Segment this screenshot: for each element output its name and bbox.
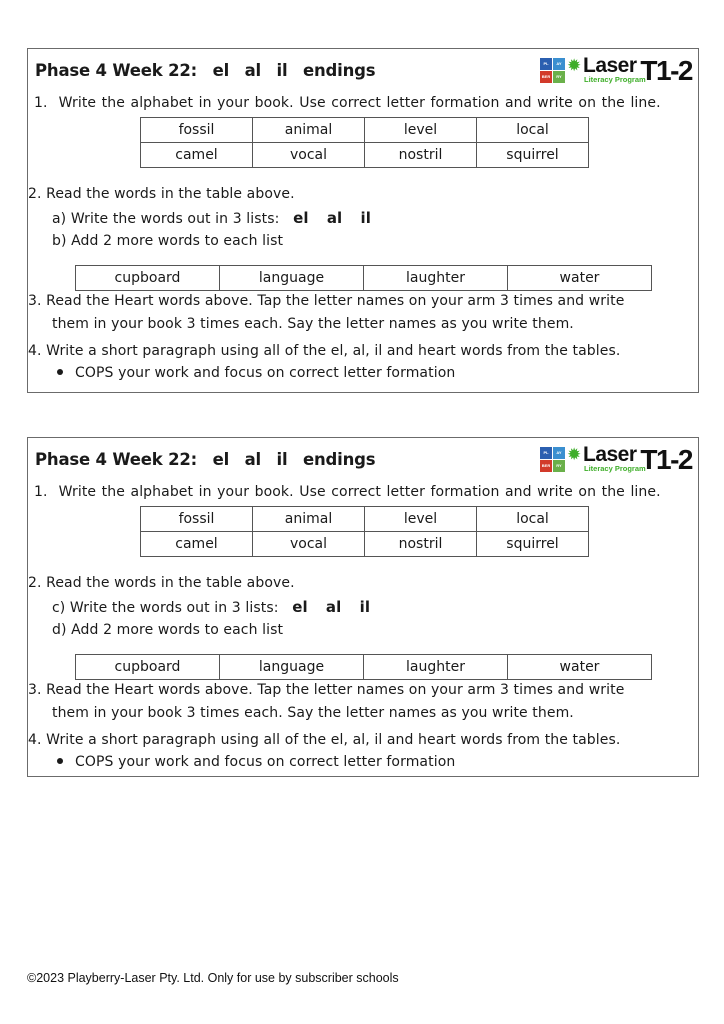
- table-cell: local: [477, 118, 589, 143]
- part-text: Write the words out in 3 lists:: [69, 600, 279, 616]
- title-ending-el: el: [212, 450, 230, 469]
- puzzle-icon: [540, 58, 566, 84]
- worksheet-card-2: [27, 437, 699, 777]
- question-number: 1.: [34, 484, 48, 500]
- puzzle-piece: RY: [553, 71, 565, 83]
- logo-brand: Laser: [583, 54, 637, 77]
- title-ending-al: al: [244, 61, 261, 80]
- table-row: [141, 507, 589, 532]
- question-number: 1.: [34, 95, 48, 111]
- question-number: 2.: [28, 186, 42, 202]
- worksheet-title: [35, 61, 375, 80]
- question-4: [28, 343, 620, 359]
- copyright-footer: ©2023 Playberry-Laser Pty. Ltd. Only for use by subscriber schools: [27, 971, 399, 985]
- puzzle-piece: AY: [553, 58, 565, 70]
- heart-word: language: [220, 266, 364, 291]
- part-label: a): [52, 211, 67, 227]
- part-text: Add 2 more words to each list: [71, 233, 284, 249]
- heart-word: language: [220, 655, 364, 680]
- bullet-text: COPS your work and focus on correct letter formation: [75, 754, 456, 770]
- part-label: d): [52, 622, 67, 638]
- laser-logo: [540, 55, 692, 87]
- logo-level: T1-2: [640, 55, 692, 86]
- question-2-part-2: [52, 233, 283, 249]
- heart-word: cupboard: [76, 655, 220, 680]
- question-3: [28, 682, 624, 698]
- bullet-icon: [57, 369, 63, 375]
- heart-word: cupboard: [76, 266, 220, 291]
- list-il: il: [360, 209, 371, 227]
- title-prefix: Phase 4 Week 22:: [35, 450, 198, 469]
- table-cell: level: [365, 118, 477, 143]
- question-text: Read the Heart words above. Tap the letter names on your arm 3 times and write: [46, 293, 625, 309]
- table-row: [141, 143, 589, 168]
- question-2-part-2: [52, 622, 283, 638]
- question-text: Read the words in the table above.: [46, 186, 295, 202]
- list-al: al: [325, 598, 342, 616]
- title-ending-il: il: [276, 61, 288, 80]
- question-3-continued: [52, 316, 574, 332]
- question-3-continued: [52, 705, 574, 721]
- table-cell: animal: [253, 118, 365, 143]
- part-label: b): [52, 233, 67, 249]
- puzzle-piece: PL: [540, 447, 552, 459]
- table-cell: nostril: [365, 143, 477, 168]
- laser-burst-icon: ✹: [567, 56, 582, 76]
- list-el: el: [292, 598, 308, 616]
- title-ending-il: il: [276, 450, 288, 469]
- word-table: [140, 506, 589, 557]
- question-4: [28, 732, 620, 748]
- part-text: Write the words out in 3 lists:: [70, 211, 280, 227]
- heart-word: laughter: [364, 266, 508, 291]
- table-row: [76, 266, 652, 291]
- laser-burst-icon: ✹: [567, 445, 582, 465]
- puzzle-icon: [540, 447, 566, 473]
- title-ending-el: el: [212, 61, 230, 80]
- question-2: [28, 575, 295, 591]
- table-row: [141, 532, 589, 557]
- title-suffix: endings: [302, 61, 376, 80]
- question-1: [34, 484, 661, 500]
- question-text: them in your book 3 times each. Say the letter names as you write them.: [52, 705, 574, 721]
- table-row: [141, 118, 589, 143]
- logo-level: T1-2: [640, 444, 692, 475]
- table-cell: camel: [141, 143, 253, 168]
- question-text: them in your book 3 times each. Say the letter names as you write them.: [52, 316, 574, 332]
- question-number: 4.: [28, 343, 42, 359]
- question-text: Write a short paragraph using all of the el, al, il and heart words from the tables.: [46, 343, 621, 359]
- question-2: [28, 186, 295, 202]
- heart-words-table: [75, 654, 652, 680]
- question-2-part-1: [52, 598, 370, 616]
- table-cell: vocal: [253, 532, 365, 557]
- logo-brand: Laser: [583, 443, 637, 466]
- question-number: 3.: [28, 293, 42, 309]
- question-4-bullet: [52, 754, 455, 770]
- question-4-bullet: [52, 365, 455, 381]
- part-text: Add 2 more words to each list: [71, 622, 284, 638]
- table-row: [76, 655, 652, 680]
- worksheet-card-1: [27, 48, 699, 393]
- logo-subtitle: Literacy Program: [584, 464, 646, 473]
- table-cell: fossil: [141, 118, 253, 143]
- puzzle-piece: PL: [540, 58, 552, 70]
- bullet-text: COPS your work and focus on correct letter formation: [75, 365, 456, 381]
- question-number: 4.: [28, 732, 42, 748]
- list-el: el: [293, 209, 309, 227]
- question-text: Write the alphabet in your book. Use correct letter formation and write on the line.: [58, 484, 661, 500]
- table-cell: fossil: [141, 507, 253, 532]
- puzzle-piece: AY: [553, 447, 565, 459]
- list-al: al: [326, 209, 343, 227]
- question-number: 2.: [28, 575, 42, 591]
- table-cell: level: [365, 507, 477, 532]
- question-text: Read the Heart words above. Tap the letter names on your arm 3 times and write: [46, 682, 625, 698]
- table-cell: camel: [141, 532, 253, 557]
- word-table: [140, 117, 589, 168]
- table-cell: squirrel: [477, 532, 589, 557]
- table-cell: nostril: [365, 532, 477, 557]
- laser-logo: [540, 444, 692, 476]
- heart-words-table: [75, 265, 652, 291]
- question-number: 3.: [28, 682, 42, 698]
- part-label: c): [52, 600, 66, 616]
- list-il: il: [359, 598, 371, 616]
- title-suffix: endings: [302, 450, 376, 469]
- heart-word: laughter: [364, 655, 508, 680]
- title-prefix: Phase 4 Week 22:: [35, 61, 198, 80]
- heart-word: water: [508, 655, 652, 680]
- puzzle-piece: BER: [540, 71, 552, 83]
- table-cell: squirrel: [477, 143, 589, 168]
- logo-subtitle: Literacy Program: [584, 75, 646, 84]
- question-text: Write a short paragraph using all of the el, al, il and heart words from the tables.: [46, 732, 621, 748]
- table-cell: vocal: [253, 143, 365, 168]
- heart-word: water: [508, 266, 652, 291]
- table-cell: animal: [253, 507, 365, 532]
- bullet-icon: [57, 758, 63, 764]
- question-1: [34, 95, 661, 111]
- question-text: Write the alphabet in your book. Use correct letter formation and write on the line.: [58, 95, 661, 111]
- puzzle-piece: RY: [553, 460, 565, 472]
- question-3: [28, 293, 624, 309]
- title-ending-al: al: [244, 450, 261, 469]
- question-text: Read the words in the table above.: [46, 575, 295, 591]
- puzzle-piece: BER: [540, 460, 552, 472]
- question-2-part-1: [52, 209, 371, 227]
- table-cell: local: [477, 507, 589, 532]
- worksheet-title: [35, 450, 375, 469]
